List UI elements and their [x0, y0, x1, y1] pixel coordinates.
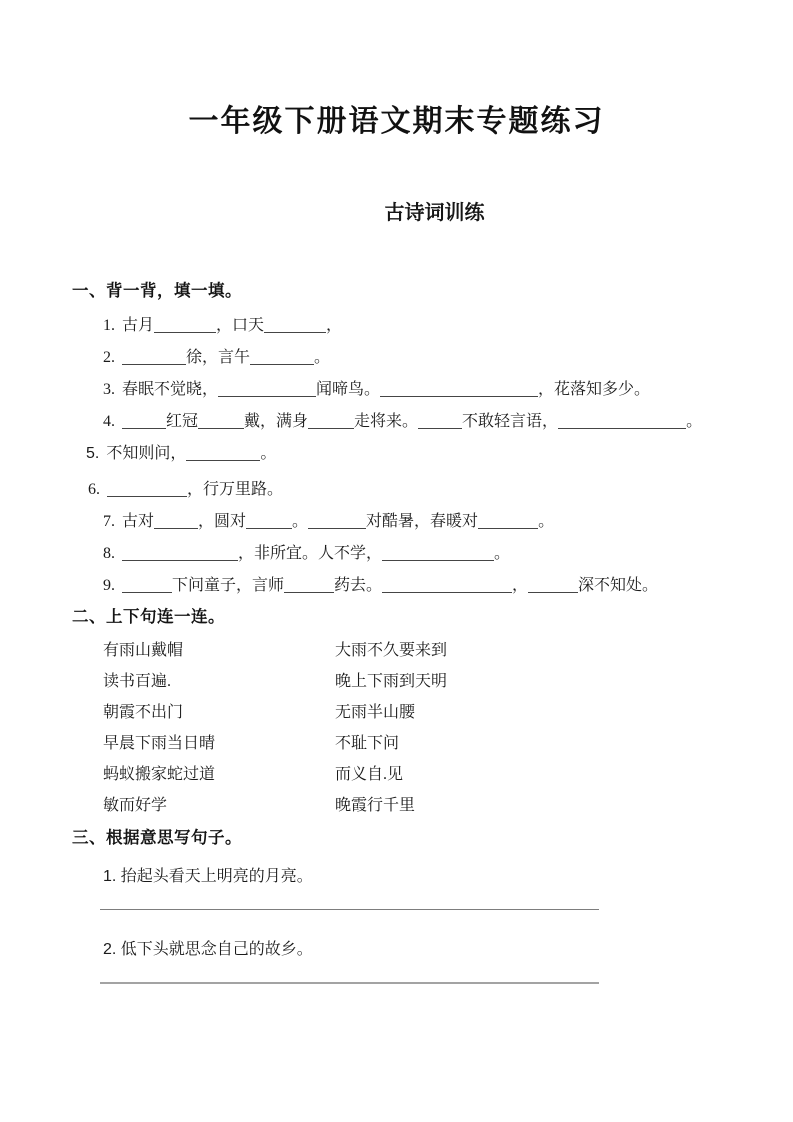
item-text: 不敢轻言语，: [462, 413, 559, 430]
item-text: 走将来。: [354, 413, 419, 430]
answer-blank: [154, 316, 216, 333]
item-number: 3.: [103, 381, 115, 398]
item-text: ，行万里路。: [187, 481, 284, 498]
match-left-item: 早晨下雨当日晴: [103, 735, 216, 752]
worksheet-content: [0, 281, 793, 984]
answer-blank: [284, 576, 334, 593]
item-text: 深不知处。: [578, 577, 659, 594]
answer-blank: [122, 412, 166, 429]
section1-heading: 一、背一背，填一填。: [72, 282, 242, 300]
fill-in-item: [72, 543, 721, 565]
fill-in-item: [72, 411, 721, 433]
match-right-item: 晚霞行千里: [335, 797, 416, 814]
item-number: 2.: [103, 349, 115, 366]
match-left-item: 读书百遍.: [103, 673, 172, 690]
item-text: ，口天: [216, 317, 265, 334]
item-text: 。: [686, 413, 703, 430]
item-text: ，: [326, 317, 343, 334]
fill-in-item: [72, 511, 721, 533]
match-right-item: 无雨半山腰: [335, 704, 416, 721]
item-text: ，: [512, 577, 529, 594]
answer-blank: [264, 316, 326, 333]
match-right-item: 晚上下雨到天明: [335, 673, 448, 690]
item-text: 药去。: [334, 577, 383, 594]
fill-in-item: [72, 379, 721, 401]
item-number: 7.: [103, 513, 115, 530]
fill-in-item: [72, 479, 721, 501]
item-number: 1.: [103, 317, 115, 334]
item-text: ，非所宜。人不学，: [238, 545, 383, 562]
item-text: ，圆对: [198, 513, 247, 530]
answer-blank: [382, 544, 494, 561]
answer-blank: [246, 512, 292, 529]
fill-in-item: [72, 347, 721, 369]
answer-blank: [107, 480, 187, 497]
answer-blank: [418, 412, 462, 429]
item-text: 。: [292, 513, 309, 530]
answer-blank: [218, 380, 316, 397]
item-text: 。: [314, 349, 331, 366]
answer-line: [100, 909, 599, 910]
sentence-prompt: 1. 抬起头看天上明亮的月亮。: [103, 868, 313, 885]
answer-blank: [478, 512, 538, 529]
section2-heading: 二、上下句连一连。: [72, 608, 225, 626]
answer-blank: [308, 412, 354, 429]
answer-blank: [308, 512, 366, 529]
item-text: 。: [538, 513, 555, 530]
answer-blank: [154, 512, 198, 529]
item-text: 春眠不觉晓，: [122, 381, 219, 398]
answer-blank: [122, 348, 186, 365]
page-subtitle: 古诗词训练: [384, 202, 485, 224]
item-text: 对酷暑，春暖对: [366, 513, 479, 530]
item-text: 古对: [122, 513, 155, 530]
item-text: ，花落知多少。: [538, 381, 651, 398]
match-left-item: 朝霞不出门: [103, 704, 184, 721]
item-text: 闻啼鸟。: [316, 381, 381, 398]
match-left-item: 蚂蚁搬家蛇过道: [103, 766, 216, 783]
section3-heading: 三、根据意思写句子。: [72, 829, 242, 847]
answer-blank: [380, 380, 538, 397]
item-number: 8.: [103, 545, 115, 562]
item-number: 4.: [103, 413, 115, 430]
answer-blank: [122, 544, 238, 561]
answer-line: [100, 982, 599, 984]
fill-in-list: [72, 315, 721, 597]
item-number: 9.: [103, 577, 115, 594]
answer-blank: [198, 412, 244, 429]
sentence-writing-list: [72, 866, 721, 984]
answer-blank: [382, 576, 512, 593]
fill-in-item: [72, 575, 721, 597]
item-number: 5.: [86, 445, 100, 462]
match-grid: [103, 641, 721, 816]
item-text: 红冠: [166, 413, 199, 430]
fill-in-item: [72, 315, 721, 337]
item-text: 戴，满身: [244, 413, 309, 430]
fill-in-item: [72, 443, 721, 465]
answer-blank: [528, 576, 578, 593]
item-text: 不知则问，: [106, 445, 187, 462]
item-text: 。: [494, 545, 511, 562]
item-text: 下问童子，言师: [172, 577, 285, 594]
answer-blank: [186, 444, 260, 461]
item-text: 古月: [122, 317, 155, 334]
sentence-prompt: 2. 低下头就思念自己的故乡。: [103, 941, 313, 958]
item-number: 6.: [88, 481, 100, 498]
page-title: 一年级下册语文期末专题练习: [188, 105, 605, 138]
match-right-item: 而义自.见: [335, 766, 404, 783]
item-text: 徐，言午: [186, 349, 251, 366]
match-left-item: 有雨山戴帽: [103, 642, 184, 659]
answer-blank: [250, 348, 314, 365]
item-text: 。: [260, 445, 277, 462]
match-right-item: 大雨不久要来到: [335, 642, 448, 659]
match-left-item: 敏而好学: [103, 797, 168, 814]
answer-blank: [122, 576, 172, 593]
match-right-item: 不耻下问: [335, 735, 400, 752]
answer-blank: [558, 412, 686, 429]
